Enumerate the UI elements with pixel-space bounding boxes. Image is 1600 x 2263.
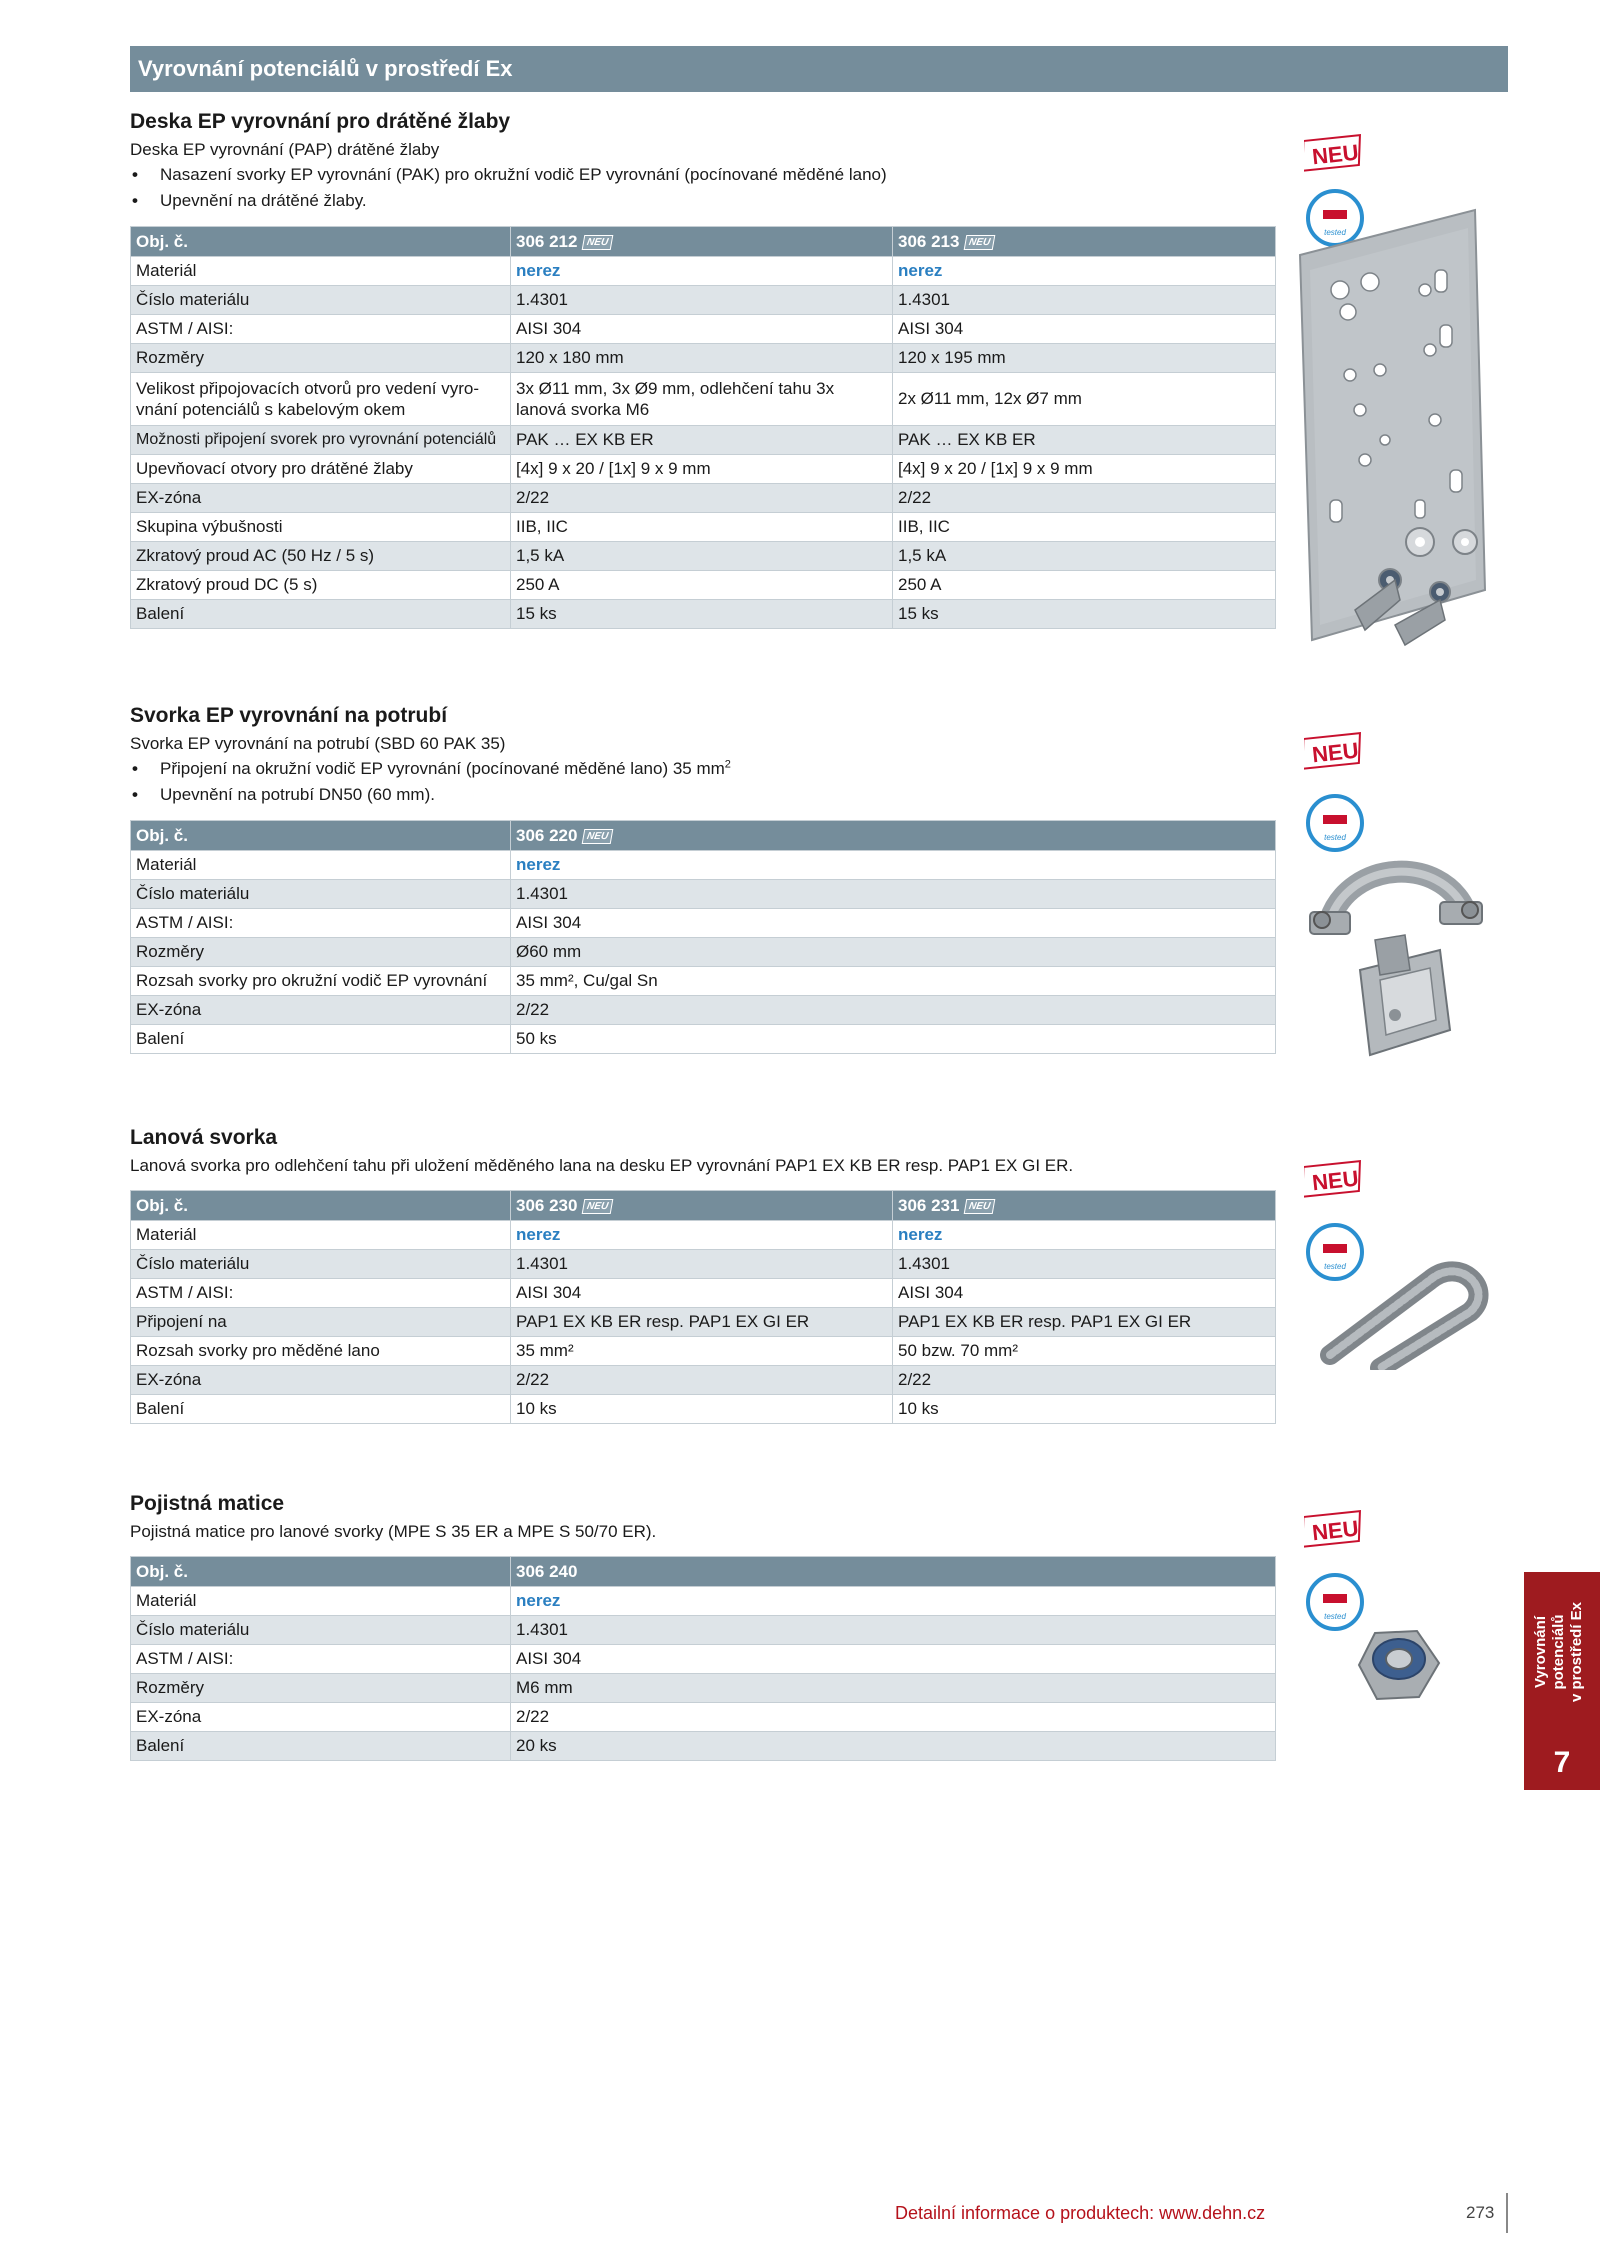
neu-tag-icon: NEU xyxy=(964,1199,996,1214)
table-cell: Upevňovací otvory pro drátěné žlaby xyxy=(131,455,511,484)
table-row xyxy=(131,1025,1276,1054)
superscript: 2 xyxy=(724,758,731,771)
table-header-row xyxy=(131,821,1276,851)
bullet-item: • Upevnění na potrubí DN50 (60 mm). xyxy=(130,782,1275,808)
table-cell: nerez xyxy=(511,1587,1276,1616)
table-cell: 120 x 180 mm xyxy=(511,344,893,373)
table-cell: 250 A xyxy=(893,571,1276,600)
table-cell: Rozměry xyxy=(131,1674,511,1703)
table-row xyxy=(131,1337,1276,1366)
table-cell: nerez xyxy=(893,1221,1276,1250)
table-cell: IIB, IIC xyxy=(893,513,1276,542)
chapter-tab-label: Vyrovnání potenciálů v prostředí Ex xyxy=(1532,1601,1585,1703)
table-cell: 15 ks xyxy=(893,600,1276,629)
table-cell: 2x Ø11 mm, 12x Ø7 mm xyxy=(893,373,1276,426)
table-cell: 2/22 xyxy=(511,1366,893,1395)
table-row xyxy=(131,600,1276,629)
header-cell: 306 213 NEU xyxy=(893,227,1276,257)
table-cell: 1.4301 xyxy=(893,1250,1276,1279)
table-row xyxy=(131,1279,1276,1308)
svg-text:tested: tested xyxy=(1324,228,1346,237)
table-cell: 1,5 kA xyxy=(511,542,893,571)
tested-badge-icon xyxy=(1305,1572,1365,1632)
table-cell: Velikost připojovacích otvorů pro vedení vyro-vnání potenciálů s kabelovým okem xyxy=(131,373,511,426)
page-title: Vyrovnání potenciálů v prostředí Ex xyxy=(130,46,1508,92)
bullet-item: • Připojení na okružní vodič EP vyrovnání (pocínované měděné lano) 35 $mm^2$ xyxy=(130,756,1275,782)
footer-product-link[interactable]: Detailní informace o produktech: www.dehn.cz xyxy=(895,2203,1266,2223)
table-row xyxy=(131,1674,1276,1703)
table-cell: 1.4301 xyxy=(511,880,1276,909)
table-cell: Možnosti připojení svorek pro vyrovnání potenciálů xyxy=(131,426,511,455)
svg-text:NEU: NEU xyxy=(1310,1165,1360,1196)
table-cell: Skupina výbušnosti xyxy=(131,513,511,542)
table-cell: Rozsah svorky pro okružní vodič EP vyrovnání xyxy=(131,967,511,996)
table-cell: 15 ks xyxy=(511,600,893,629)
table-cell: AISI 304 xyxy=(511,315,893,344)
section-pipe-clamp xyxy=(130,702,1275,1054)
header-cell: 306 231 NEU xyxy=(893,1191,1276,1221)
table-row xyxy=(131,1732,1276,1761)
section-description: Lanová svorka pro odlehčení tahu při uložení měděného lana na desku EP vyrovnání PAP1 EX KB ER resp. PAP1 EX GI ER. xyxy=(130,1156,1074,1175)
svg-text:NEU: NEU xyxy=(1310,139,1360,170)
table-row xyxy=(131,851,1276,880)
table-row xyxy=(131,542,1276,571)
section-title: Svorka EP vyrovnání na potrubí xyxy=(130,704,448,727)
wire-tray-plate-image xyxy=(1290,200,1510,660)
bullet-item: • Upevnění na drátěné žlaby. xyxy=(130,188,1275,214)
table-cell: Balení xyxy=(131,600,511,629)
page-number-divider xyxy=(1506,2193,1508,2233)
table-cell: Rozměry xyxy=(131,938,511,967)
chapter-side-tab xyxy=(1524,1572,1600,1790)
spec-table xyxy=(130,820,1276,1054)
table-cell: 1,5 kA xyxy=(893,542,1276,571)
table-header-row xyxy=(131,227,1276,257)
section-title: Lanová svorka xyxy=(130,1126,278,1149)
table-cell: [4x] 9 x 20 / [1x] 9 x 9 mm xyxy=(511,455,893,484)
table-cell: 120 x 195 mm xyxy=(893,344,1276,373)
header-cell: 306 240 xyxy=(511,1557,1276,1587)
table-cell: PAK … EX KB ER xyxy=(893,426,1276,455)
table-row xyxy=(131,1616,1276,1645)
neu-badge-icon xyxy=(1304,730,1366,770)
table-cell: AISI 304 xyxy=(893,1279,1276,1308)
bullet-item: • Nasazení svorky EP vyrovnání (PAK) pro okružní vodič EP vyrovnání (pocínované měděné lano) xyxy=(130,162,1275,188)
table-row xyxy=(131,938,1276,967)
table-cell: Rozměry xyxy=(131,344,511,373)
table-cell: Zkratový proud AC (50 Hz / 5 s) xyxy=(131,542,511,571)
table-cell: nerez xyxy=(511,851,1276,880)
table-cell: 10 ks xyxy=(511,1395,893,1424)
svg-text:NEU: NEU xyxy=(1310,737,1360,768)
section-title: Pojistná matice xyxy=(130,1492,285,1515)
table-cell: EX-zóna xyxy=(131,996,511,1025)
section-lock-nut xyxy=(130,1490,1275,1761)
table-header-row xyxy=(131,1557,1276,1587)
table-row xyxy=(131,880,1276,909)
table-cell: ASTM / AISI: xyxy=(131,909,511,938)
svg-text:tested: tested xyxy=(1324,1262,1346,1271)
svg-text:tested: tested xyxy=(1324,1612,1346,1621)
table-cell: Ø60 mm xyxy=(511,938,1276,967)
table-row xyxy=(131,426,1276,455)
table-row xyxy=(131,1395,1276,1424)
table-cell: Materiál xyxy=(131,257,511,286)
neu-tag-icon: NEU xyxy=(582,235,614,250)
header-cell: Obj. č. xyxy=(131,1557,511,1587)
table-cell: Číslo materiálu xyxy=(131,1250,511,1279)
table-cell: EX-zóna xyxy=(131,484,511,513)
table-cell: Balení xyxy=(131,1025,511,1054)
table-cell: Materiál xyxy=(131,851,511,880)
table-cell: PAK … EX KB ER xyxy=(511,426,893,455)
table-cell: Připojení na xyxy=(131,1308,511,1337)
table-row xyxy=(131,373,1276,426)
chapter-number: 7 xyxy=(1553,1746,1571,1779)
table-cell: ASTM / AISI: xyxy=(131,315,511,344)
table-cell: 2/22 xyxy=(511,484,893,513)
table-cell: 50 ks xyxy=(511,1025,1276,1054)
table-cell: ASTM / AISI: xyxy=(131,1279,511,1308)
neu-badge-icon xyxy=(1304,1158,1366,1198)
bullet-list xyxy=(130,756,1275,808)
neu-badge-icon xyxy=(1304,132,1366,172)
table-row xyxy=(131,344,1276,373)
table-cell: Balení xyxy=(131,1732,511,1761)
table-row xyxy=(131,1703,1276,1732)
table-cell: Číslo materiálu xyxy=(131,1616,511,1645)
table-row xyxy=(131,1221,1276,1250)
table-cell: nerez xyxy=(893,257,1276,286)
table-cell: AISI 304 xyxy=(893,315,1276,344)
spec-table xyxy=(130,226,1276,629)
table-cell: AISI 304 xyxy=(511,1279,893,1308)
table-cell: Balení xyxy=(131,1395,511,1424)
table-cell: Zkratový proud DC (5 s) xyxy=(131,571,511,600)
section-rope-clamp xyxy=(130,1124,1275,1424)
table-cell: AISI 304 xyxy=(511,909,1276,938)
table-row xyxy=(131,967,1276,996)
table-cell: EX-zóna xyxy=(131,1703,511,1732)
table-row xyxy=(131,286,1276,315)
table-row xyxy=(131,1366,1276,1395)
neu-badge-icon xyxy=(1304,1508,1366,1548)
table-cell: IIB, IIC xyxy=(511,513,893,542)
svg-text:NEU: NEU xyxy=(1310,1515,1360,1546)
table-row xyxy=(131,996,1276,1025)
page-number: 273 xyxy=(1466,2203,1495,2222)
section-description: Deska EP vyrovnání (PAP) drátěné žlaby xyxy=(130,140,440,159)
table-cell: 35 mm², Cu/gal Sn xyxy=(511,967,1276,996)
lock-nut-image xyxy=(1355,1625,1445,1705)
table-row xyxy=(131,484,1276,513)
table-cell: 2/22 xyxy=(511,1703,1276,1732)
table-cell: PAP1 EX KB ER resp. PAP1 EX GI ER xyxy=(893,1308,1276,1337)
table-cell: nerez xyxy=(511,1221,893,1250)
table-header-row xyxy=(131,1191,1276,1221)
table-cell: ASTM / AISI: xyxy=(131,1645,511,1674)
table-cell: 1.4301 xyxy=(511,286,893,315)
table-cell: Rozsah svorky pro měděné lano xyxy=(131,1337,511,1366)
table-cell: Číslo materiálu xyxy=(131,286,511,315)
table-row xyxy=(131,257,1276,286)
table-row xyxy=(131,571,1276,600)
table-row xyxy=(131,513,1276,542)
table-cell: EX-zóna xyxy=(131,1366,511,1395)
table-cell: 1.4301 xyxy=(511,1250,893,1279)
table-cell: 1.4301 xyxy=(511,1616,1276,1645)
table-cell: 10 ks xyxy=(893,1395,1276,1424)
table-cell: Materiál xyxy=(131,1587,511,1616)
spec-table xyxy=(130,1190,1276,1424)
table-cell: 2/22 xyxy=(893,484,1276,513)
table-cell: M6 mm xyxy=(511,1674,1276,1703)
table-row xyxy=(131,455,1276,484)
svg-text:tested: tested xyxy=(1324,833,1346,842)
table-cell: AISI 304 xyxy=(511,1645,1276,1674)
table-row xyxy=(131,1645,1276,1674)
table-cell: 50 bzw. 70 mm² xyxy=(893,1337,1276,1366)
section-title: Deska EP vyrovnání pro drátěné žlaby xyxy=(130,110,511,133)
table-row xyxy=(131,1587,1276,1616)
table-cell: 2/22 xyxy=(511,996,1276,1025)
table-cell: 20 ks xyxy=(511,1732,1276,1761)
header-cell: 306 212 NEU xyxy=(511,227,893,257)
table-cell: 1.4301 xyxy=(893,286,1276,315)
table-cell: 35 mm² xyxy=(511,1337,893,1366)
neu-tag-icon: NEU xyxy=(582,829,614,844)
table-cell: PAP1 EX KB ER resp. PAP1 EX GI ER xyxy=(511,1308,893,1337)
table-cell: nerez xyxy=(511,257,893,286)
u-bolt-rope-clamp-image xyxy=(1310,1250,1500,1370)
bullet-list xyxy=(130,162,1275,214)
table-cell: Číslo materiálu xyxy=(131,880,511,909)
table-cell: Materiál xyxy=(131,1221,511,1250)
header-cell: Obj. č. xyxy=(131,227,511,257)
header-cell: Obj. č. xyxy=(131,1191,511,1221)
neu-tag-icon: NEU xyxy=(582,1199,614,1214)
table-cell: 3x Ø11 mm, 3x Ø9 mm, odlehčení tahu 3x lanová svorka M6 xyxy=(511,373,893,426)
table-row xyxy=(131,1250,1276,1279)
neu-tag-icon: NEU xyxy=(964,235,996,250)
table-row xyxy=(131,315,1276,344)
header-cell: 306 220 NEU xyxy=(511,821,1276,851)
table-row xyxy=(131,1308,1276,1337)
table-row xyxy=(131,909,1276,938)
header-cell: Obj. č. xyxy=(131,821,511,851)
spec-table xyxy=(130,1556,1276,1761)
section-description: Pojistná matice pro lanové svorky (MPE S 35 ER a MPE S 50/70 ER). xyxy=(130,1522,657,1541)
table-cell: 250 A xyxy=(511,571,893,600)
section-wire-tray-plate xyxy=(130,108,1275,629)
header-cell: 306 230 NEU xyxy=(511,1191,893,1221)
section-description: Svorka EP vyrovnání na potrubí (SBD 60 PAK 35) xyxy=(130,734,506,753)
pipe-clamp-image xyxy=(1290,840,1500,1070)
table-cell: 2/22 xyxy=(893,1366,1276,1395)
table-cell: [4x] 9 x 20 / [1x] 9 x 9 mm xyxy=(893,455,1276,484)
